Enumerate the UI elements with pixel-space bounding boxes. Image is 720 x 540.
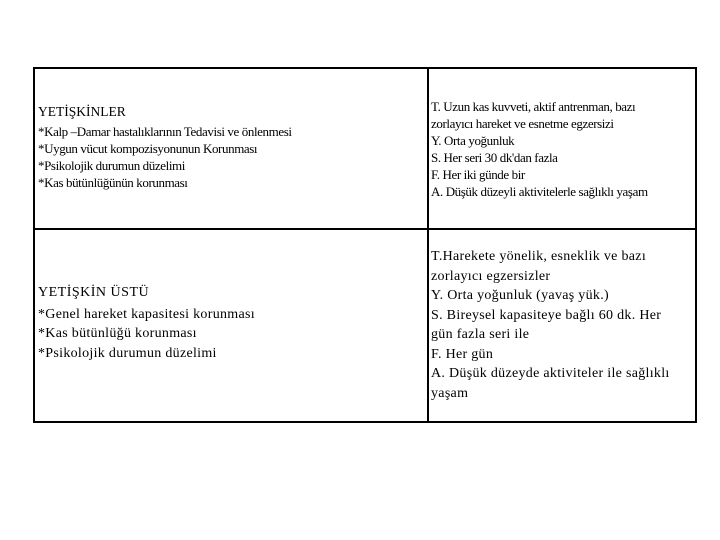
- prescription-line: A. Düşük düzeyde aktiviteler ile sağlıklı: [431, 366, 670, 381]
- goal-line: *Genel hareket kapasitesi korunması: [38, 306, 255, 322]
- prescription-line: F. Her gün: [431, 346, 494, 362]
- goal-line: *Psikolojik durumun düzelimi: [38, 158, 185, 173]
- prescription-line: T.Harekete yönelik, esneklik ve bazı: [431, 249, 647, 264]
- cell-older-adults-goals: [38, 283, 423, 363]
- cell-adults-prescription: [431, 98, 693, 200]
- prescription-line: F. Her iki günde bir: [431, 167, 525, 182]
- cell-older-adults-prescription: [431, 247, 693, 403]
- prescription-line: yaşam: [431, 385, 469, 401]
- column-divider: [427, 69, 429, 421]
- cell-title: YETİŞKİNLER: [38, 104, 126, 119]
- prescription-line: S. Bireysel kapasiteye bağlı 60 dk. Her: [431, 307, 662, 323]
- goal-line: *Psikolojik durumun düzelimi: [38, 345, 217, 361]
- prescription-line: S. Her seri 30 dk'dan fazla: [431, 150, 558, 165]
- prescription-line: zorlayıcı hareket ve esnetme egzersizi: [431, 116, 614, 131]
- prescription-line: A. Düşük düzeyli aktivitelerle sağlıklı yaşam: [431, 184, 648, 199]
- prescription-line: gün fazla seri ile: [431, 327, 530, 342]
- goal-line: *Kas bütünlüğü korunması: [38, 326, 197, 341]
- exercise-table: [33, 67, 697, 423]
- prescription-line: Y. Orta yoğunluk (yavaş yük.): [431, 288, 609, 303]
- cell-title: YETİŞKİN ÜSTÜ: [38, 285, 150, 300]
- prescription-line: T. Uzun kas kuvveti, aktif antrenman, bazı: [431, 99, 636, 114]
- row-divider: [35, 228, 695, 230]
- goal-line: *Uygun vücut kompozisyonunun Korunması: [38, 141, 258, 156]
- cell-adults-goals: [38, 103, 423, 191]
- goal-line: *Kas bütünlüğünün korunması: [38, 175, 188, 190]
- goal-line: *Kalp –Damar hastalıklarının Tedavisi ve önlenmesi: [38, 124, 292, 139]
- prescription-line: Y. Orta yoğunluk: [431, 133, 515, 148]
- prescription-line: zorlayıcı egzersizler: [431, 268, 551, 284]
